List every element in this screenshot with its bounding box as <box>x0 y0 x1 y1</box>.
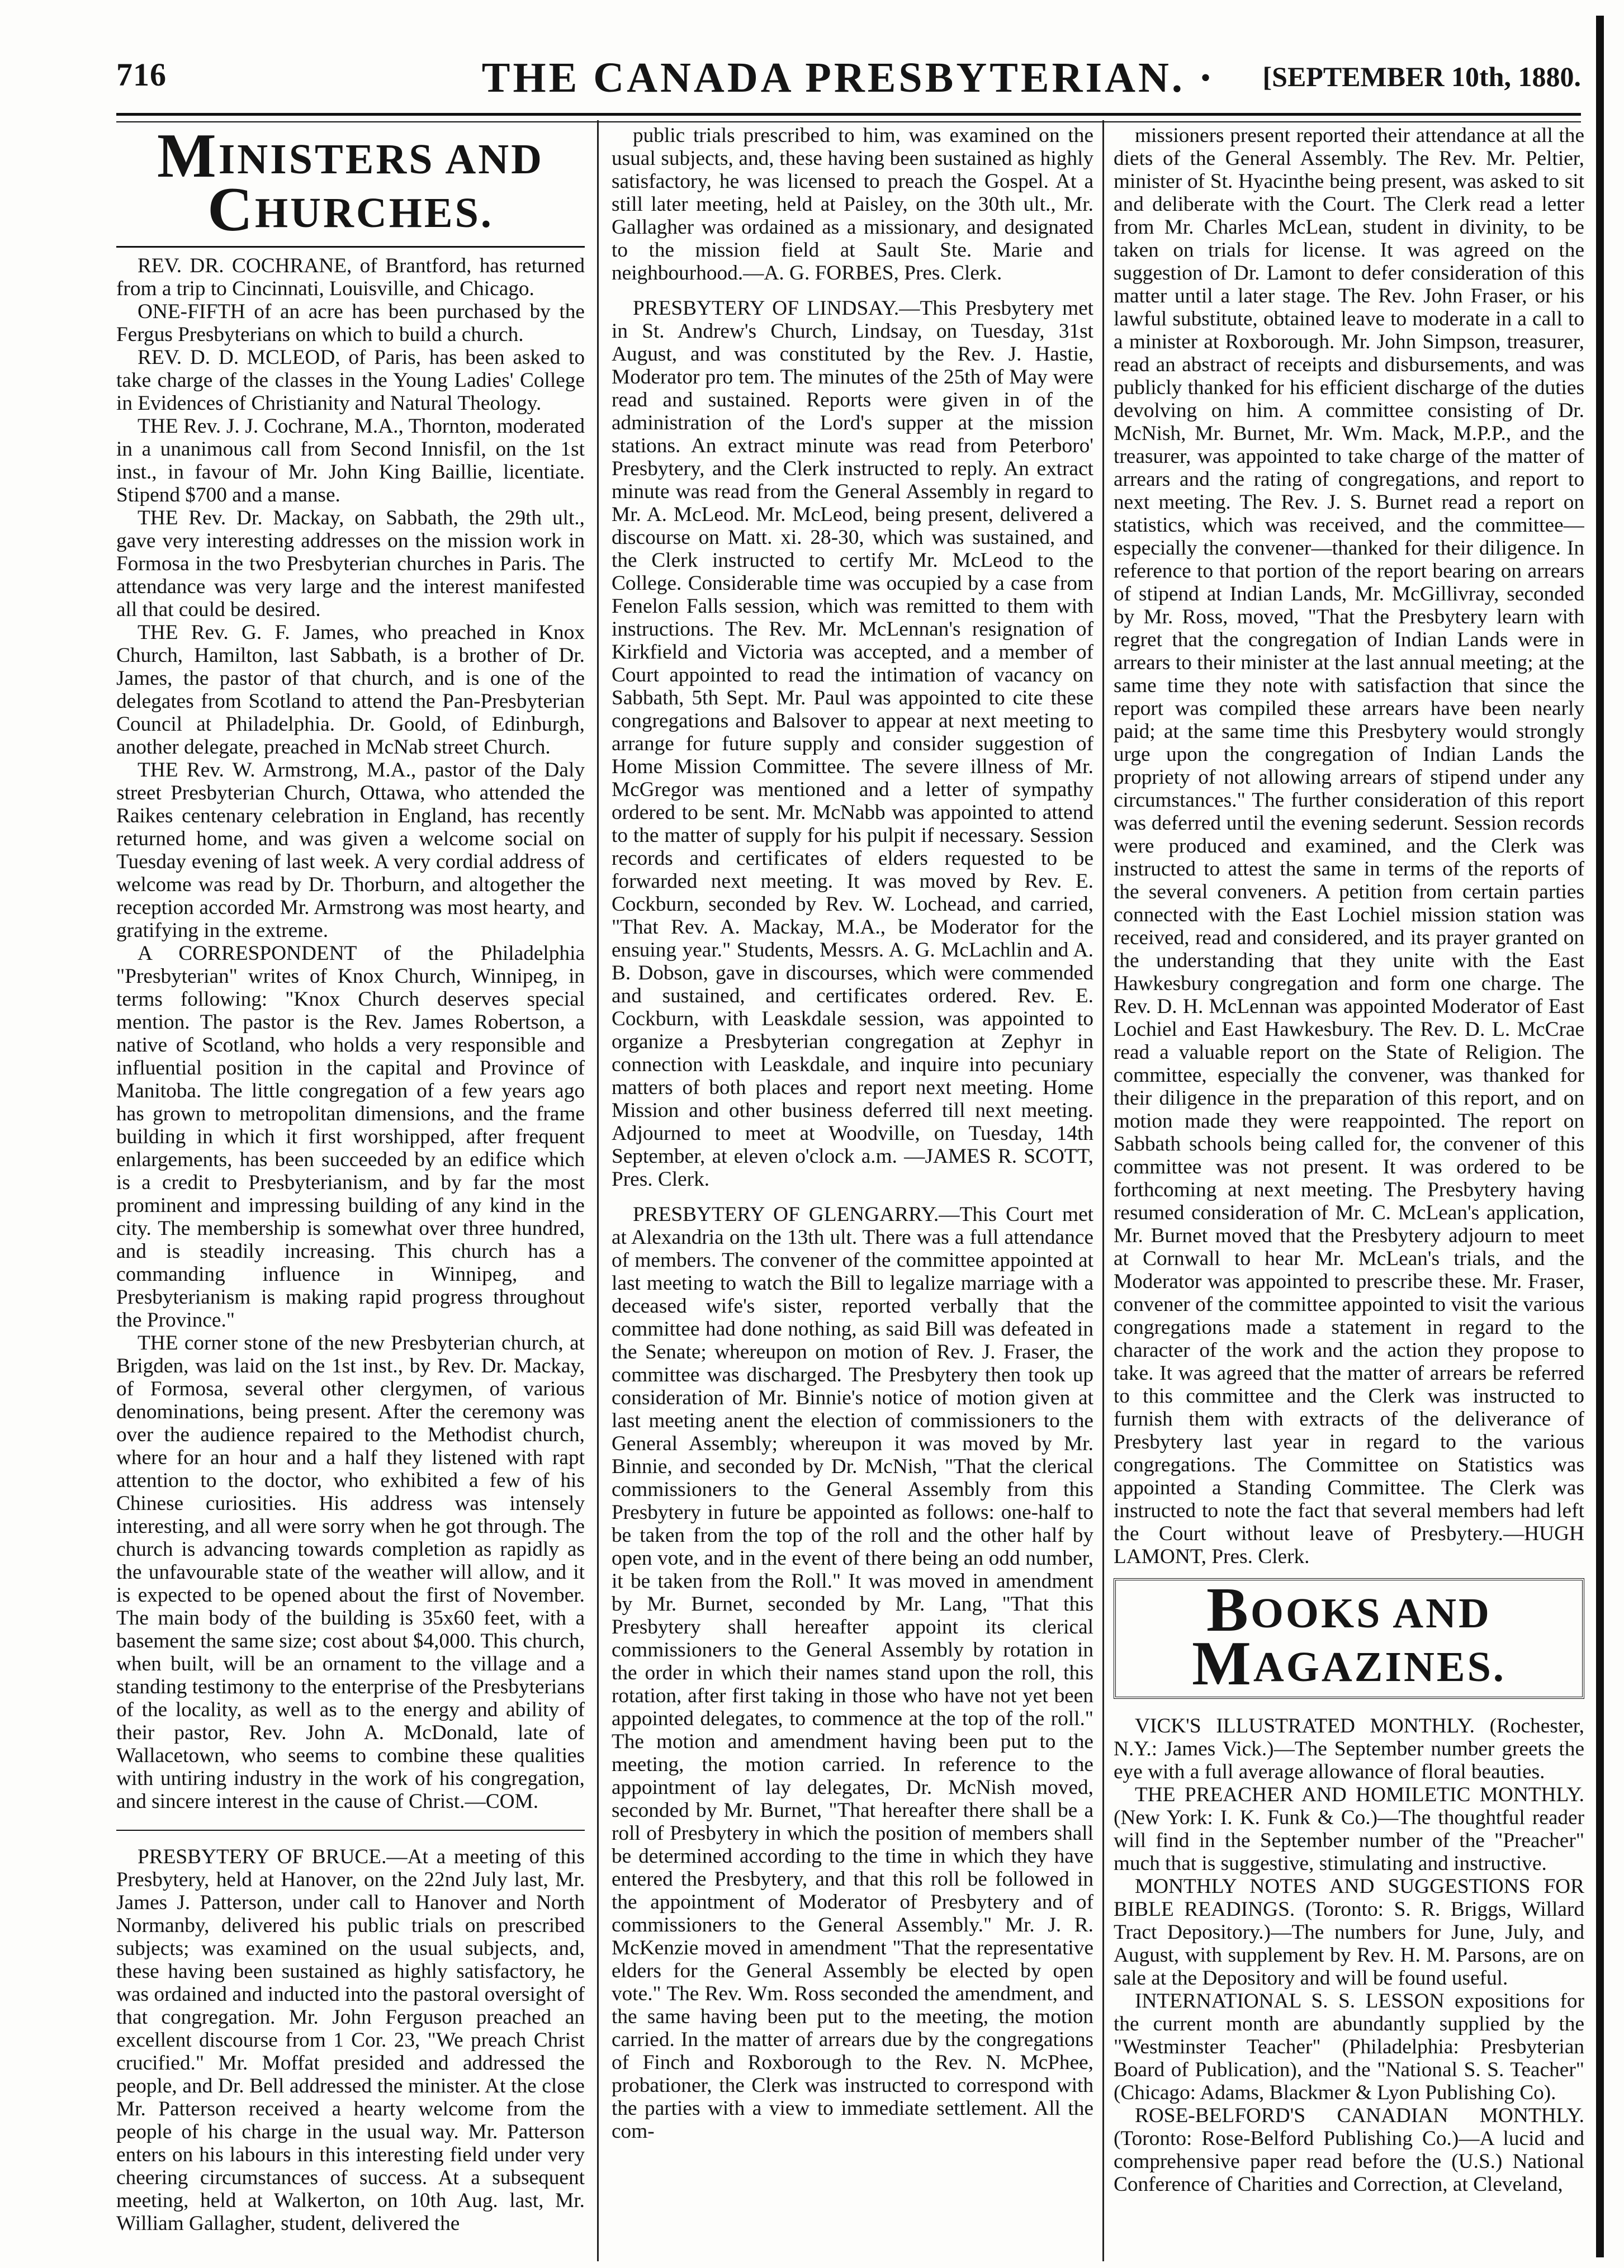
page-header <box>116 56 1581 117</box>
heading-initial: M <box>1192 1629 1253 1698</box>
section-heading-ministers-and-churches <box>116 124 585 244</box>
column-3 <box>1114 124 1584 2260</box>
column-rule <box>597 120 599 2261</box>
heading-text: OOKS AND <box>1250 1590 1492 1637</box>
section-rule <box>116 246 585 248</box>
news-paragraph: REV. DR. COCHRANE, of Brantford, has returned from a trip to Cincinnati, Louisville, and Chicago. <box>116 254 585 300</box>
heading-initial: M <box>157 124 219 191</box>
book-review: ROSE-BELFORD'S CANADIAN MONTHLY. (Toronto: Rose-Belford Publishing Co.)—A lucid and comprehensive paper read before the (U.S.) National Conference of Charities and Correction, at Cleveland, <box>1114 2104 1584 2196</box>
masthead-title: THE CANADA PRESBYTERIAN. · <box>481 54 1216 101</box>
presbytery-report-bruce: PRESBYTERY OF BRUCE.—At a meeting of this Presbytery, held at Hanover, on the 22nd July last, Mr. James J. Patterson, under call to Hanover and North Normanby, delivered his public trials on prescribed subjects; was examined on the usual subjects, and, these having been sustained as highly satisfactory, he was ordained and inducted into the pastoral oversight of that congregation. Mr. John Ferguson preached an excellent discourse from 1 Cor. 23, "We preach Christ crucified." Mr. Moffat presided and addressed the people, and Dr. Bell addressed the minister. At the close Mr. Patterson received a hearty welcome from the people of his charge in the usual way. Mr. Patterson enters on his labours in this interesting field under very cheering circumstances of success. At a subsequent meeting, held at Walkerton, on 10th Aug. last, Mr. William Gallagher, student, delivered the <box>116 1845 585 2235</box>
article-separator <box>116 1830 585 1831</box>
section-heading-books-and-magazines <box>1114 1575 1584 1699</box>
news-paragraph: THE Rev. G. F. James, who preached in Knox Church, Hamilton, last Sabbath, is a brother of Dr. James, the pastor of that church, and is one of the delegates from Scotland to attend the Pan-Presbyterian Council at Philadelphia. Dr. Goold, of Edinburgh, another delegate, preached in McNab street Church. <box>116 621 585 759</box>
presbytery-report-glengarry: PRESBYTERY OF GLENGARRY.—This Court met at Alexandria on the 13th ult. There was a full attendance of members. The convener of the committee appointed at last meeting to watch the Bill to legalize marriage with a deceased wife's sister, reported verbally that the committee had done nothing, as said Bill was defeated in the Senate; whereupon on motion of Rev. J. Fraser, the committee was discharged. The Presbytery then took up consideration of Mr. Binnie's notice of motion given at last meeting anent the election of commissioners to the General Assembly; whereupon it was moved by Mr. Binnie, and seconded by Dr. McNish, "That the clerical commissioners to the General Assembly from this Presbytery in future be appointed as follows: one-half to be taken from the top of the roll and the other half by open vote, and in the event of there being an odd number, it be taken from the Roll." It was moved in amendment by Mr. Burnet, seconded by Mr. Lang, "That this Presbytery shall hereafter appoint its clerical commissioners to the General Assembly by rotation in the order in which their names stand upon the roll, this rotation, after first taking in those who have not yet been appointed delegates, to commence at the top of the roll." The motion and amendment having been put to the meeting, the motion carried. In reference to the appointment of lay delegates, Dr. McNish moved, seconded by Mr. Burnet, "That hereafter there shall be a roll of Presbytery in which the position of members shall be determined according to the time in which they have entered the Presbytery, and that this roll be followed in the appointment of Moderator of Presbytery and of commissioners to the General Assembly." Mr. J. R. McKenzie moved in amendment "That the representative elders for the General Assembly be elected by open vote." The Rev. Wm. Ross seconded the amendment, and the same having been put to the meeting, the motion carried. In the matter of arrears due by the congregations of Finch and Roxborough to the Rev. N. McPhee, probationer, the Clerk was instructed to correspond with the parties with a view to immediate settlement. All the com- <box>612 1203 1093 2143</box>
presbytery-report-continued: public trials prescribed to him, was examined on the usual subjects, and, these having been sustained as highly satisfactory, he was licensed to preach the Gospel. At a still later meeting, held at Paisley, on the 30th ult., Mr. Gallagher was ordained as a missionary, and designated to the mission field at Sault Ste. Marie and neighbourhood.—A. G. FORBES, Pres. Clerk. <box>612 124 1093 285</box>
news-paragraph: THE corner stone of the new Presbyterian church, at Brigden, was laid on the 1st inst., by Rev. Dr. Mackay, of Formosa, several other clergymen, of various denominations, being present. After the ceremony was over the audience repaired to the Methodist church, where for an hour and a half they listened with rapt attention to the doctor, who exhibited a few of his Chinese curiosities. His address was intensely interesting, and all were sorry when he got through. The church is advancing towards completion as rapidly as the unfavourable state of the weather will allow, and it is expected to be opened about the first of November. The main body of the building is 35x60 feet, with a basement the same size; cost about $4,000. This church, when built, will be an ornament to the village and a standing testimony to the enterprise of the Presbyterians of the locality, as well as to the energy and ability of their pastor, Rev. John A. McDonald, late of Wallacetown, who seems to combine these qualities with untiring industry in the work of his congregation, and sincere interest in the cause of Christ.—COM. <box>116 1332 585 1813</box>
heading-text: AGAZINES. <box>1253 1644 1506 1691</box>
heading-text: INISTERS AND <box>218 136 545 183</box>
book-review: MONTHLY NOTES AND SUGGESTIONS FOR BIBLE READINGS. (Toronto: S. R. Briggs, Willard Tract Depository.)—The numbers for June, July, and August, with supplement by Rev. H. M. Parsons, are on sale at the Depository and will be found useful. <box>1114 1875 1584 1990</box>
book-review: VICK'S ILLUSTRATED MONTHLY. (Rochester, N.Y.: James Vick.)—The September number greets the eye with a full average allowance of floral beauties. <box>1114 1715 1584 1783</box>
news-paragraph: THE Rev. J. J. Cochrane, M.A., Thornton, moderated in a unanimous call from Second Innisfil, on the 1st inst., in favour of Mr. John King Baillie, licentiate. Stipend $700 and a manse. <box>116 415 585 506</box>
news-paragraph: REV. D. D. MCLEOD, of Paris, has been asked to take charge of the classes in the Young Ladies' College in Evidences of Christianity and Natural Theology. <box>116 346 585 415</box>
book-review: INTERNATIONAL S. S. LESSON expositions for the current month are abundantly supplied by the "Westminster Teacher" (Philadelphia: Presbyterian Board of Publication), and the "National S. S. Teacher" (Chicago: Adams, Blackmer & Lyon Publishing Co). <box>1114 1990 1584 2104</box>
heading-initial: C <box>207 175 255 244</box>
heading-initial: B <box>1206 1575 1251 1645</box>
news-paragraph: THE Rev. Dr. Mackay, on Sabbath, the 29th ult., gave very interesting addresses on the mission work in Formosa in the two Presbyterian churches in Paris. The attendance was very large and the interest manifested all that could be desired. <box>116 506 585 621</box>
news-paragraph: A CORRESPONDENT of the Philadelphia "Presbyterian" writes of Knox Church, Winnipeg, in terms following: "Knox Church deserves special mention. The pastor is the Rev. James Robertson, a native of Scotland, who holds a very responsible and influential position in the capital and Province of Manitoba. The little congregation of a few years ago has grown to metropolitan dimensions, and the frame building in which it first worshipped, after frequent enlargements, has been succeeded by an edifice which is a credit to Presbyterianism, and by far the most prominent and impressing building of any kind in the city. The membership is somewhat over three hundred, and is steadily increasing. This church has a commanding influence in Winnipeg, and Presbyterianism is making rapid progress throughout the Province." <box>116 942 585 1332</box>
column-1 <box>116 124 585 2260</box>
book-review: THE PREACHER AND HOMILETIC MONTHLY. (New York: I. K. Funk & Co.)—The thoughtful reader will find in the September number of the "Preacher" much that is suggestive, stimulating and instructive. <box>1114 1783 1584 1875</box>
page-number: 716 <box>116 56 167 93</box>
news-paragraph: ONE-FIFTH of an acre has been purchased by the Fergus Presbyterians on which to build a church. <box>116 300 585 346</box>
news-paragraph: THE Rev. W. Armstrong, M.A., pastor of the Daly street Presbyterian Church, Ottawa, who attended the Raikes centenary celebration in England, has recently returned home, and was given a welcome social on Tuesday evening of last week. A very cordial address of welcome was read by Dr. Thorburn, and altogether the reception accorded Mr. Armstrong was most hearty, and gratifying in the extreme. <box>116 759 585 942</box>
presbytery-report-glengarry-continued: missioners present reported their attendance at all the diets of the General Assembly. The Rev. Mr. Peltier, minister of St. Hyacinthe being present, was asked to sit and deliberate with the Court. The Clerk read a letter from Mr. Charles McLean, student in divinity, to be taken on trials for license. It was agreed on the suggestion of Dr. Lamont to defer consideration of this matter until a later stage. The Rev. John Fraser, or his lawful substitute, obtained leave to moderate in a call to a minister at Roxborough. Mr. John Simpson, treasurer, read an abstract of receipts and disbursements, and was publicly thanked for his efficient discharge of the duties devolving on him. A committee consisting of Dr. McNish, Mr. Burnet, Mr. Wm. Mack, M.P.P., and the treasurer, was appointed to take charge of the matter of arrears and the rating of congregations, and report to next meeting. The Rev. J. S. Burnet read a report on statistics, which was received, and the committee—especially the convener—thanked for their diligence. In reference to that portion of the report bearing on arrears of stipend at Indian Lands, Mr. McGillivray, seconded by Mr. Ross, moved, "That the Presbytery learn with regret that the congregation of Indian Lands were in arrears to their minister at the last annual meeting; at the same time they note with satisfaction that since the report was compiled these arrears have been nearly paid; at the same time this Presbytery would strongly urge upon the congregation of Indian Lands the propriety of not allowing arrears of stipend under any circumstances." The further consideration of this report was deferred until the evening sederunt. Session records were produced and examined, and the Clerk was instructed to attest the same in terms of the reports of the several conveners. A petition from certain parties connected with the East Lochiel mission station was received, read and considered, and its prayer granted on the understanding that they unite with the East Hawkesbury congregation and form one charge. The Rev. D. H. McLennan was appointed Moderator of East Lochiel and East Hawkesbury. The Rev. D. L. McCrae read a valuable report on the State of Religion. The committee, especially the convener, was thanked for their diligence in the preparation of this report, and on motion made they were reappointed. The report on Sabbath schools being called for, the convener of this committee was not present. It was ordered to be forthcoming at next meeting. The Presbytery having resumed consideration of Mr. C. McLean's application, Mr. Burnet moved that the Presbytery adjourn to meet at Cornwall to hear Mr. McLean's trials, and the Moderator was appointed to prescribe these. Mr. Fraser, convener of the committee appointed to visit the various congregations made a statement in regard to the character of the work and the action they propose to take. It was agreed that the matter of arrears be referred to this committee and the Clerk was instructed to furnish them with extracts of the deliverance of Presbytery last year in regard to the various congregations. The Committee on Statistics was appointed a Standing Committee. The Clerk was instructed to note the fact that several members had left the Court without leave of Presbytery.—HUGH LAMONT, Pres. Clerk. <box>1114 124 1584 1568</box>
presbytery-report-lindsay: PRESBYTERY OF LINDSAY.—This Presbytery met in St. Andrew's Church, Lindsay, on Tuesday, 31st August, and was constituted by the Rev. J. Hastie, Moderator pro tem. The minutes of the 25th of May were read and sustained. Reports were given in of the administration of the Lord's supper at the mission stations. An extract minute was read from Peterboro' Presbytery, and the Clerk instructed to reply. An extract minute was read from the General Assembly in regard to Mr. A. McLeod. Mr. McLeod, being present, delivered a discourse on Matt. xi. 28-30, which was sustained, and the Clerk instructed to certify Mr. McLeod to the College. Considerable time was occupied by a case from Fenelon Falls session, which was remitted to them with instructions. The Rev. Mr. McLennan's resignation of Kirkfield and Victoria was accepted, and a member of Court appointed to read the intimation of vacancy on Sabbath, 5th Sept. Mr. Paul was appointed to cite these congregations and Balsover to appear at next meeting to arrange for future supply and consider suggestion of Home Mission Committee. The severe illness of Mr. McGregor was mentioned and a letter of sympathy ordered to be sent. Mr. McNabb was appointed to attend to the matter of supply for his pulpit if necessary. Session records and certificates of elders requested to be forwarded next meeting. It was moved by Rev. E. Cockburn, seconded by Rev. W. Lochead, and carried, "That Rev. A. Mackay, M.A., be Moderator for the ensuing year." Students, Messrs. A. G. McLachlin and A. B. Dobson, gave in discourses, which were commended and sustained, and certificates ordered. Rev. E. Cockburn, with Leaskdale session, was appointed to organize a Presbyterian congregation at Zephyr in connection with Leaskdale, and inquire into pecuniary matters of both places and report next meeting. Home Mission and other business deferred till next meeting. Adjourned to meet at Woodville, on Tuesday, 14th September, at eleven o'clock a.m. —JAMES R. SCOTT, Pres. Clerk. <box>612 297 1093 1191</box>
scan-edge-shadow <box>1596 16 1604 2257</box>
column-rule <box>1102 120 1104 2261</box>
column-2 <box>612 124 1093 2260</box>
issue-date: [SEPTEMBER 10th, 1880. <box>1262 61 1581 92</box>
header-rule <box>116 113 1581 122</box>
heading-text: HURCHES. <box>255 190 494 236</box>
